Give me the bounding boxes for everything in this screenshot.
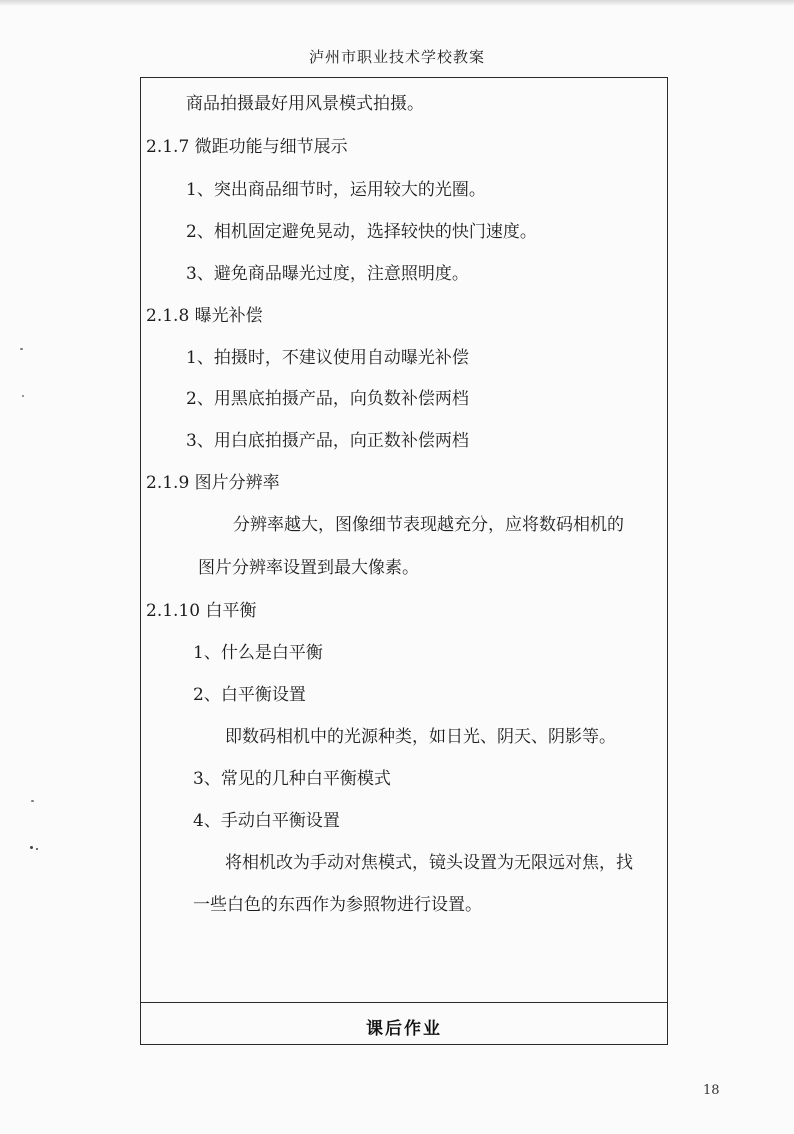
section-heading-2-1-9: 2.1.9 图片分辨率 bbox=[146, 473, 280, 493]
scan-speck bbox=[22, 395, 24, 397]
paragraph-line: 分辨率越大，图像细节表现越充分，应将数码相机的 bbox=[233, 515, 624, 535]
list-item: 3、常见的几种白平衡模式 bbox=[193, 769, 391, 789]
list-item: 2、白平衡设置 bbox=[193, 685, 306, 705]
list-item: 2、用黑底拍摄产品，向负数补偿两档 bbox=[186, 389, 469, 409]
paragraph-line: 一些白色的东西作为参照物进行设置。 bbox=[193, 895, 482, 915]
list-item: 1、拍摄时，不建议使用自动曝光补偿 bbox=[186, 348, 469, 368]
body-line: 商品拍摄最好用风景模式拍摄。 bbox=[186, 94, 424, 114]
scan-top-edge bbox=[0, 0, 794, 6]
scan-speck bbox=[31, 800, 34, 802]
list-item: 1、什么是白平衡 bbox=[193, 643, 323, 663]
list-item: 3、避免商品曝光过度，注意照明度。 bbox=[186, 264, 469, 284]
homework-divider bbox=[141, 1002, 667, 1003]
list-item: 3、用白底拍摄产品，向正数补偿两档 bbox=[186, 431, 469, 451]
page-header: 泸州市职业技术学校教案 bbox=[308, 48, 485, 66]
homework-title: 课后作业 bbox=[366, 1019, 442, 1039]
paragraph-line: 图片分辨率设置到最大像素。 bbox=[198, 558, 419, 578]
list-item: 1、突出商品细节时，运用较大的光圈。 bbox=[186, 180, 486, 200]
section-heading-2-1-7: 2.1.7 微距功能与细节展示 bbox=[146, 137, 348, 157]
scan-speck bbox=[20, 348, 23, 350]
paragraph-line: 即数码相机中的光源种类，如日光、阴天、阴影等。 bbox=[225, 727, 616, 747]
list-item: 2、相机固定避免晃动，选择较快的快门速度。 bbox=[186, 222, 537, 242]
page-number: 18 bbox=[703, 1083, 720, 1098]
lesson-content-box bbox=[140, 77, 668, 1045]
scan-speck bbox=[30, 846, 33, 849]
list-item: 4、手动白平衡设置 bbox=[193, 811, 340, 831]
scan-speck bbox=[36, 848, 38, 850]
section-heading-2-1-8: 2.1.8 曝光补偿 bbox=[146, 306, 263, 326]
section-heading-2-1-10: 2.1.10 白平衡 bbox=[146, 601, 257, 621]
paragraph-line: 将相机改为手动对焦模式，镜头设置为无限远对焦，找 bbox=[225, 853, 633, 873]
